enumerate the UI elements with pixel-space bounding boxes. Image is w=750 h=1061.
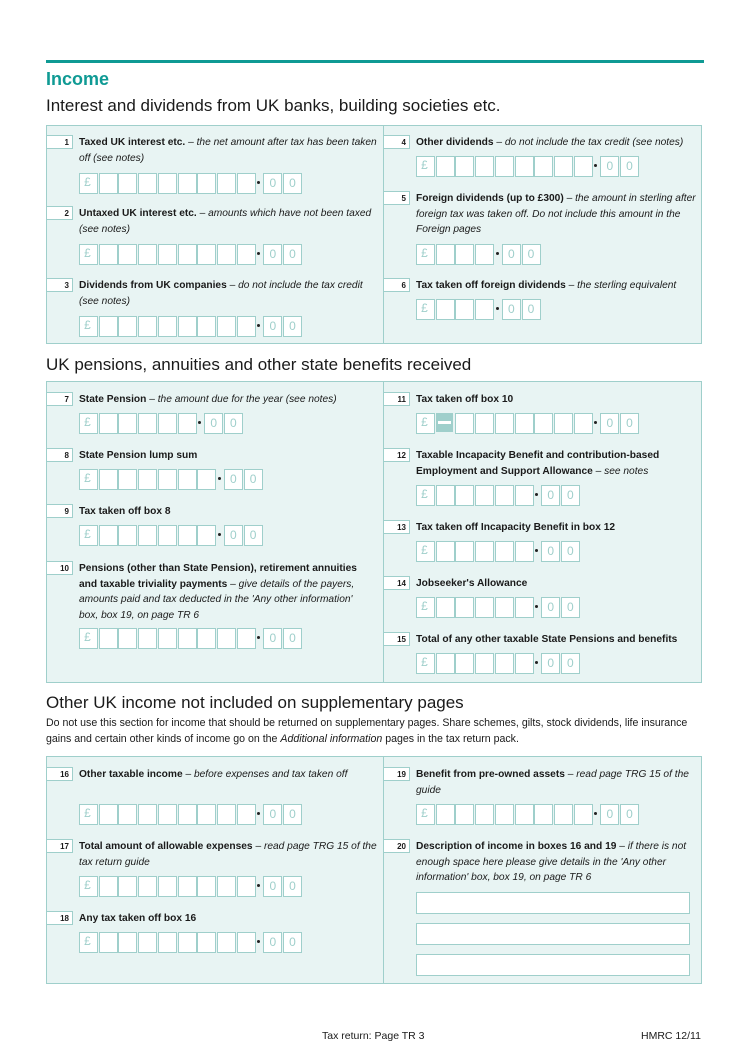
pound-sign: £ [421, 543, 428, 557]
pence-cell: 0 [224, 469, 243, 490]
pence-cell: 0 [263, 316, 282, 337]
box-number: 10 [46, 561, 73, 575]
digit-cell[interactable] [197, 628, 216, 649]
digit-cell[interactable] [237, 804, 256, 825]
digit-cell[interactable] [217, 628, 236, 649]
section-heading-other: Other UK income not included on supplementary pages [46, 693, 464, 712]
digit-cell[interactable] [197, 173, 216, 194]
box-label: Benefit from pre-owned assets – read page TRG 15 of the guide [416, 769, 689, 796]
box-label: Tax taken off Incapacity Benefit in box 12 [416, 522, 616, 533]
pence-cell: 0 [561, 541, 580, 562]
digit-cell[interactable] [495, 156, 514, 177]
digit-cell[interactable] [197, 469, 216, 490]
pence-cell: 0 [600, 804, 619, 825]
pence-cell: 0 [224, 525, 243, 546]
pence-cell: 0 [502, 244, 521, 265]
digit-cell[interactable] [495, 804, 514, 825]
digit-cell[interactable] [138, 413, 157, 434]
pence-cell: 0 [502, 299, 521, 320]
pence-cell: 0 [283, 244, 302, 265]
digit-cell[interactable] [554, 156, 573, 177]
digit-cell[interactable] [118, 932, 137, 953]
digit-cell[interactable] [158, 876, 177, 897]
digit-cell[interactable] [534, 804, 553, 825]
digit-cell[interactable] [118, 244, 137, 265]
box-number: 17 [46, 839, 73, 853]
digit-cell[interactable] [178, 804, 197, 825]
panel-divider [383, 125, 384, 344]
digit-cell[interactable] [574, 804, 593, 825]
other-section-note: Do not use this section for income that should be returned on supplementary pages. Share schemes, gilts, stock dividends, life insurance gains and certain other kinds of income go on the Additional information pages in the tax return pack. [46, 717, 688, 745]
digit-cell[interactable] [178, 469, 197, 490]
digit-cell[interactable] [118, 628, 137, 649]
digit-cell[interactable] [178, 628, 197, 649]
box-label: Dividends from UK companies – do not include the tax credit (see notes) [79, 280, 363, 307]
pound-sign: £ [421, 301, 428, 315]
digit-cell[interactable] [138, 173, 157, 194]
digit-cell[interactable] [515, 156, 534, 177]
pence-cell: 0 [541, 653, 560, 674]
digit-cell[interactable] [158, 932, 177, 953]
box-number: 15 [383, 632, 410, 646]
digit-cell[interactable] [118, 413, 137, 434]
digit-cell[interactable] [455, 541, 474, 562]
description-line-3[interactable] [416, 954, 690, 976]
pound-sign: £ [84, 246, 91, 260]
digit-cell[interactable] [138, 628, 157, 649]
form-code: HMRC 12/11 [641, 1030, 701, 1042]
digit-cell[interactable] [138, 932, 157, 953]
digit-cell[interactable] [436, 804, 455, 825]
digit-cell[interactable] [217, 244, 236, 265]
page-heading: Income [46, 69, 110, 89]
digit-cell[interactable] [158, 173, 177, 194]
box-number: 18 [46, 911, 73, 925]
box-number: 4 [383, 135, 410, 149]
pence-cell: 0 [263, 244, 282, 265]
digit-cell[interactable] [495, 485, 514, 506]
pound-sign: £ [84, 318, 91, 332]
pound-sign: £ [84, 806, 91, 820]
section-heading-banks: Interest and dividends from UK banks, building societies etc. [46, 96, 501, 115]
digit-cell[interactable] [436, 653, 455, 674]
digit-cell[interactable] [197, 316, 216, 337]
digit-cell[interactable] [178, 244, 197, 265]
box-label: Total of any other taxable State Pensions and benefits [416, 634, 678, 645]
box-number: 8 [46, 448, 73, 462]
box-number: 13 [383, 520, 410, 534]
digit-cell[interactable] [158, 244, 177, 265]
box-number: 5 [383, 191, 410, 205]
box-label: Description of income in boxes 16 and 19 – if there is not enough space here please give details in the 'Any other information' box, box 19, on page TR 6 [416, 841, 687, 883]
box-number: 11 [383, 392, 410, 406]
digit-cell[interactable] [158, 525, 177, 546]
digit-cell[interactable] [455, 299, 474, 320]
box-label: Untaxed UK interest etc. – amounts which have not been taxed (see notes) [79, 208, 372, 235]
decimal-point [218, 477, 221, 480]
digit-cell[interactable] [515, 597, 534, 618]
box-number: 9 [46, 504, 73, 518]
digit-cell[interactable] [515, 485, 534, 506]
top-rule [46, 60, 704, 63]
decimal-point [496, 252, 499, 255]
digit-cell[interactable] [99, 932, 118, 953]
digit-cell[interactable] [237, 244, 256, 265]
box-number: 6 [383, 278, 410, 292]
pence-cell: 0 [283, 173, 302, 194]
digit-cell[interactable] [99, 173, 118, 194]
digit-cell[interactable] [118, 173, 137, 194]
pound-sign: £ [421, 158, 428, 172]
decimal-point [218, 533, 221, 536]
digit-cell[interactable] [436, 541, 455, 562]
digit-cell[interactable] [436, 485, 455, 506]
digit-cell[interactable] [197, 244, 216, 265]
pound-sign: £ [421, 415, 428, 429]
box-label: Other dividends – do not include the tax credit (see notes) [416, 137, 684, 148]
minus-sign-cell [436, 413, 453, 432]
description-line-1[interactable] [416, 892, 690, 914]
pound-sign: £ [421, 487, 428, 501]
digit-cell[interactable] [118, 316, 137, 337]
box-label: Total amount of allowable expenses – read page TRG 15 of the tax return guide [79, 841, 377, 868]
digit-cell[interactable] [534, 413, 553, 434]
pound-sign: £ [84, 934, 91, 948]
pound-sign: £ [84, 175, 91, 189]
digit-cell[interactable] [99, 876, 118, 897]
digit-cell[interactable] [515, 653, 534, 674]
digit-cell[interactable] [178, 932, 197, 953]
digit-cell[interactable] [158, 628, 177, 649]
digit-cell[interactable] [138, 876, 157, 897]
digit-cell[interactable] [455, 156, 474, 177]
box-label: Taxable Incapacity Benefit and contribution-based Employment and Support Allowance – see notes [416, 450, 660, 477]
digit-cell[interactable] [99, 413, 118, 434]
pound-sign: £ [84, 878, 91, 892]
box-label: Jobseeker's Allowance [416, 578, 528, 589]
pence-cell: 0 [283, 876, 302, 897]
digit-cell[interactable] [158, 316, 177, 337]
digit-cell[interactable] [495, 541, 514, 562]
digit-cell[interactable] [197, 804, 216, 825]
pence-cell: 0 [283, 628, 302, 649]
digit-cell[interactable] [495, 597, 514, 618]
digit-cell[interactable] [99, 628, 118, 649]
digit-cell[interactable] [574, 156, 593, 177]
digit-cell[interactable] [436, 597, 455, 618]
pence-cell: 0 [620, 156, 639, 177]
digit-cell[interactable] [217, 932, 236, 953]
box-label: State Pension – the amount due for the year (see notes) [79, 394, 337, 405]
box-number: 16 [46, 767, 73, 781]
box-number: 2 [46, 206, 73, 220]
digit-cell[interactable] [118, 525, 137, 546]
digit-cell[interactable] [138, 469, 157, 490]
digit-cell[interactable] [138, 804, 157, 825]
pence-cell: 0 [600, 413, 619, 434]
pence-cell: 0 [204, 413, 223, 434]
digit-cell[interactable] [99, 244, 118, 265]
decimal-point [496, 307, 499, 310]
digit-cell[interactable] [515, 413, 534, 434]
digit-cell[interactable] [475, 413, 494, 434]
digit-cell[interactable] [475, 804, 494, 825]
digit-cell[interactable] [475, 597, 494, 618]
pence-cell: 0 [541, 541, 560, 562]
digit-cell[interactable] [554, 413, 573, 434]
digit-cell[interactable] [455, 244, 474, 265]
pence-cell: 0 [263, 628, 282, 649]
digit-cell[interactable] [455, 597, 474, 618]
digit-cell[interactable] [197, 876, 216, 897]
pence-cell: 0 [244, 469, 263, 490]
digit-cell[interactable] [217, 876, 236, 897]
digit-cell[interactable] [237, 876, 256, 897]
digit-cell[interactable] [99, 804, 118, 825]
digit-cell[interactable] [217, 173, 236, 194]
pence-cell: 0 [263, 932, 282, 953]
pence-cell: 0 [561, 653, 580, 674]
box-label: Taxed UK interest etc. – the net amount after tax has been taken off (see notes) [79, 137, 377, 164]
pound-sign: £ [84, 471, 91, 485]
box-label: Foreign dividends (up to £300) – the amount in sterling after foreign tax was taken off. Do not include this amount in the Foreign pages [416, 193, 696, 235]
pence-cell: 0 [620, 413, 639, 434]
digit-cell[interactable] [217, 804, 236, 825]
pence-cell: 0 [561, 485, 580, 506]
pence-cell: 0 [224, 413, 243, 434]
digit-cell[interactable] [455, 485, 474, 506]
digit-cell[interactable] [197, 932, 216, 953]
digit-cell[interactable] [237, 173, 256, 194]
box-label: Pensions (other than State Pension), retirement annuities and taxable triviality payments – give details of the payers, amounts paid and tax deducted in the 'Any other information' box, box 19, on page TR 6 [79, 563, 357, 621]
digit-cell[interactable] [515, 541, 534, 562]
digit-cell[interactable] [138, 525, 157, 546]
pound-sign: £ [84, 630, 91, 644]
pence-cell: 0 [244, 525, 263, 546]
pence-cell: 0 [263, 173, 282, 194]
digit-cell[interactable] [515, 804, 534, 825]
digit-cell[interactable] [178, 173, 197, 194]
digit-cell[interactable] [475, 541, 494, 562]
pound-sign: £ [421, 246, 428, 260]
pence-cell: 0 [263, 876, 282, 897]
pound-sign: £ [421, 806, 428, 820]
pence-cell: 0 [283, 316, 302, 337]
digit-cell[interactable] [475, 485, 494, 506]
box-label: Tax taken off box 10 [416, 394, 514, 405]
digit-cell[interactable] [197, 525, 216, 546]
digit-cell[interactable] [475, 244, 494, 265]
digit-cell[interactable] [158, 804, 177, 825]
box-label: State Pension lump sum [79, 450, 198, 461]
box-number: 7 [46, 392, 73, 406]
pound-sign: £ [84, 415, 91, 429]
pound-sign: £ [421, 599, 428, 613]
panel-divider [383, 756, 384, 984]
pence-cell: 0 [283, 804, 302, 825]
pence-cell: 0 [600, 156, 619, 177]
pence-cell: 0 [541, 485, 560, 506]
digit-cell[interactable] [237, 628, 256, 649]
digit-cell[interactable] [554, 804, 573, 825]
digit-cell[interactable] [158, 413, 177, 434]
box-label: Other taxable income – before expenses and tax taken off [79, 769, 348, 780]
description-line-2[interactable] [416, 923, 690, 945]
box-number: 3 [46, 278, 73, 292]
box-number: 20 [383, 839, 410, 853]
digit-cell[interactable] [475, 653, 494, 674]
digit-cell[interactable] [138, 316, 157, 337]
box-number: 12 [383, 448, 410, 462]
digit-cell[interactable] [178, 525, 197, 546]
box-label: Any tax taken off box 16 [79, 913, 197, 924]
digit-cell[interactable] [495, 413, 514, 434]
digit-cell[interactable] [118, 876, 137, 897]
pence-cell: 0 [263, 804, 282, 825]
digit-cell[interactable] [534, 156, 553, 177]
digit-cell[interactable] [99, 469, 118, 490]
pence-cell: 0 [561, 597, 580, 618]
digit-cell[interactable] [436, 156, 455, 177]
digit-cell[interactable] [237, 932, 256, 953]
digit-cell[interactable] [237, 316, 256, 337]
digit-cell[interactable] [118, 804, 137, 825]
digit-cell[interactable] [436, 299, 455, 320]
digit-cell[interactable] [455, 413, 474, 434]
pence-cell: 0 [522, 244, 541, 265]
digit-cell[interactable] [158, 469, 177, 490]
digit-cell[interactable] [475, 299, 494, 320]
page-footer: Tax return: Page TR 3 [322, 1030, 425, 1042]
pence-cell: 0 [541, 597, 560, 618]
pence-cell: 0 [522, 299, 541, 320]
digit-cell[interactable] [217, 316, 236, 337]
digit-cell[interactable] [99, 316, 118, 337]
digit-cell[interactable] [99, 525, 118, 546]
section-heading-pensions: UK pensions, annuities and other state benefits received [46, 355, 472, 374]
box-number: 19 [383, 767, 410, 781]
box-label: Tax taken off box 8 [79, 506, 171, 517]
digit-cell[interactable] [178, 413, 197, 434]
digit-cell[interactable] [178, 316, 197, 337]
pound-sign: £ [84, 527, 91, 541]
pence-cell: 0 [620, 804, 639, 825]
box-number: 1 [46, 135, 73, 149]
box-label: Tax taken off foreign dividends – the sterling equivalent [416, 280, 677, 291]
digit-cell[interactable] [455, 804, 474, 825]
digit-cell[interactable] [118, 469, 137, 490]
digit-cell[interactable] [455, 653, 474, 674]
digit-cell[interactable] [495, 653, 514, 674]
pound-sign: £ [421, 655, 428, 669]
digit-cell[interactable] [475, 156, 494, 177]
digit-cell[interactable] [574, 413, 593, 434]
pence-cell: 0 [283, 932, 302, 953]
digit-cell[interactable] [138, 244, 157, 265]
digit-cell[interactable] [178, 876, 197, 897]
digit-cell[interactable] [436, 244, 455, 265]
box-number: 14 [383, 576, 410, 590]
